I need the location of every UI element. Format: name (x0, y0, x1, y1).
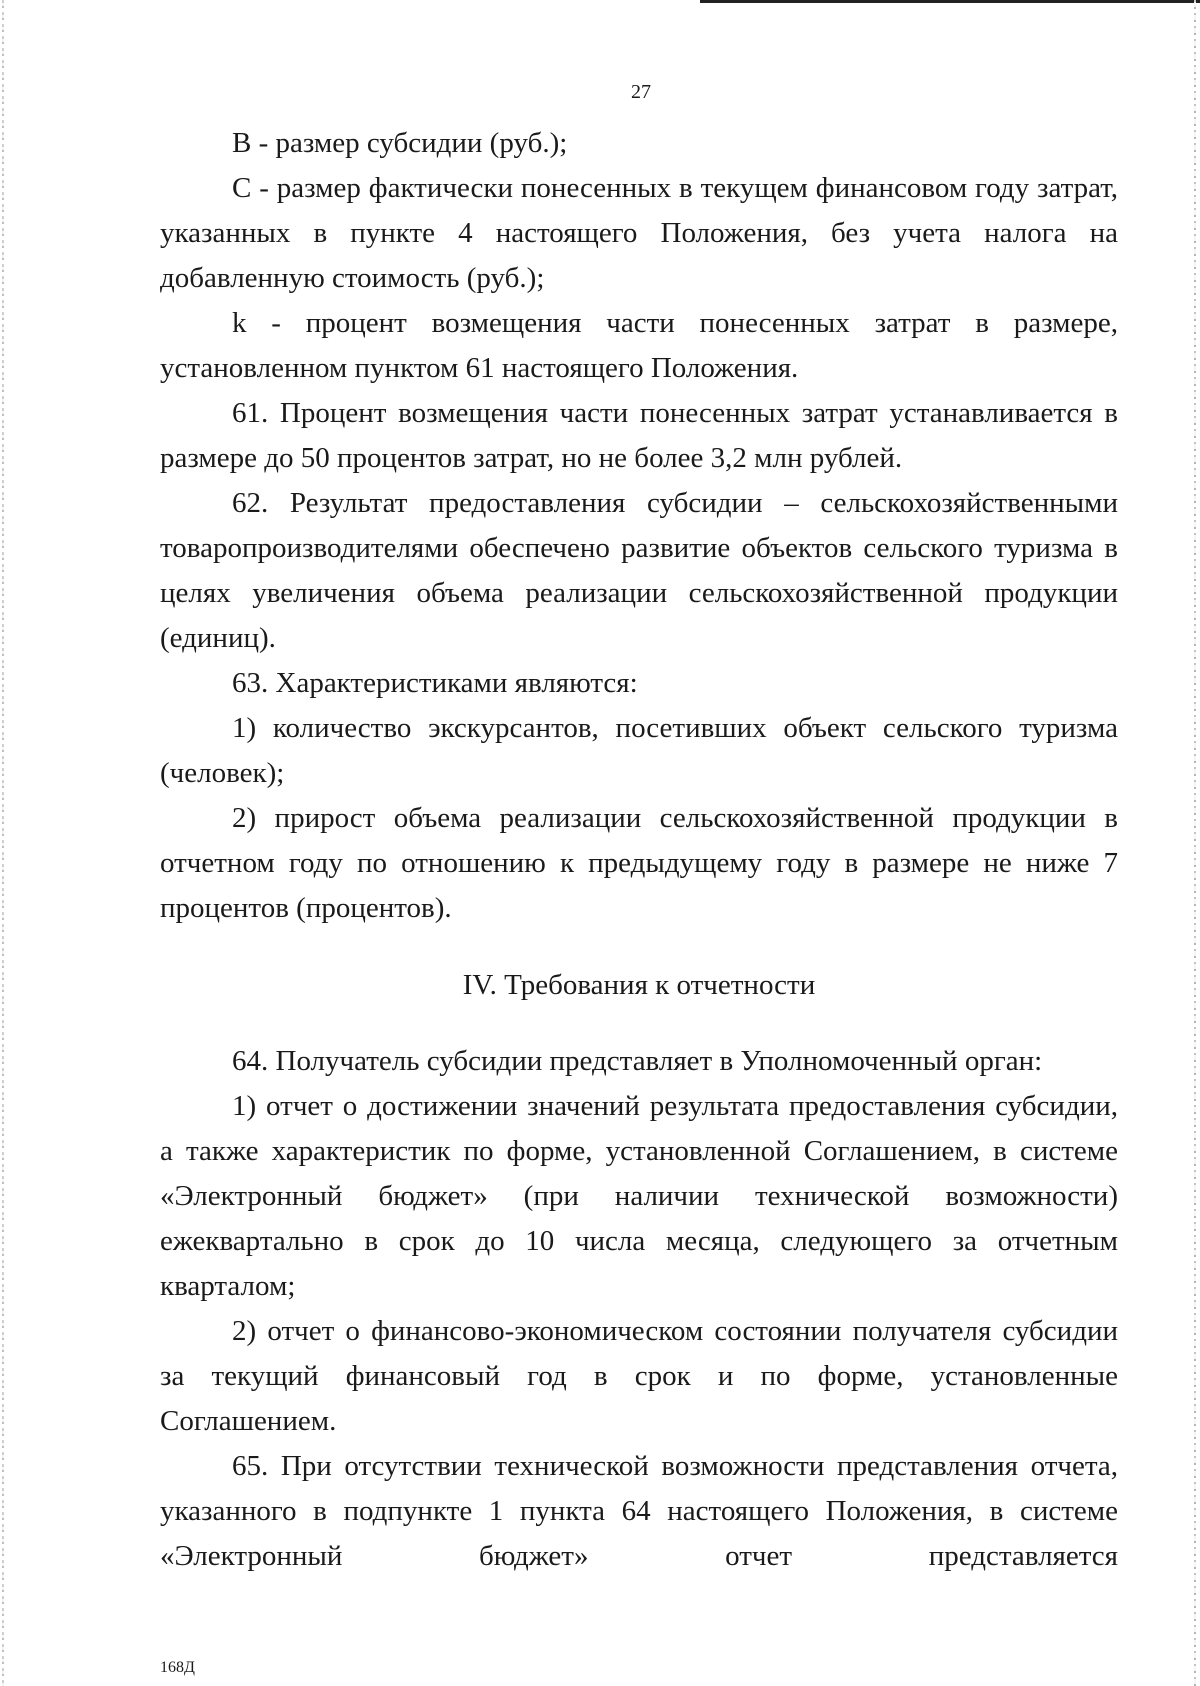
paragraph-64: 64. Получатель субсидии представляет в Уполномоченный орган: (232, 1045, 1043, 1077)
paragraph-61: 61. Процент возмещения части понесенных затрат устанавливается в размере до 50 процентов затрат, но не более 3,2 млн рублей. (160, 397, 1118, 474)
paragraph-62: 62. Результат предоставления субсидии – сельскохозяйственными товаропроизводителями обеспечено развитие объектов сельского туризма в целях увеличения объема реализации сельскохозяйственной продукции (единиц). (160, 487, 1118, 654)
paragraph-b-definition: В - размер субсидии (руб.); (232, 127, 568, 159)
section-heading: IV. Требования к отчетности (462, 969, 816, 1001)
paragraph-64-item-1: 1) отчет о достижении значений результата предоставления субсидии, а также характеристик по форме, установленной Соглашением, в системе «Электронный бюджет» (при наличии технической возможности) ежеквартально в срок до 10 числа месяца, следующего за отчетным кварталом; (160, 1090, 1118, 1302)
scan-right-edge (1194, 0, 1196, 1686)
scan-top-edge (700, 0, 1200, 3)
paragraph-63-item-1: 1) количество экскурсантов, посетивших объект сельского туризма (человек); (160, 712, 1118, 789)
paragraph-c-definition: С - размер фактически понесенных в текущем финансовом году затрат, указанных в пункте 4 настоящего Положения, без учета налога на добавленную стоимость (руб.); (160, 172, 1118, 294)
document-body (160, 121, 1118, 1579)
paragraph-k-definition: k - процент возмещения части понесенных затрат в размере, установленном пунктом 61 настоящего Положения. (160, 307, 1118, 384)
page-number: 27 (631, 81, 651, 103)
paragraph-64-item-2: 2) отчет о финансово-экономическом состоянии получателя субсидии за текущий финансовый год в срок и по форме, установленные Соглашением. (160, 1315, 1118, 1437)
scan-left-edge (2, 0, 4, 1686)
footer-code: 168Д (160, 1659, 195, 1676)
paragraph-65: 65. При отсутствии технической возможности представления отчета, указанного в подпункте 1 пункта 64 настоящего Положения, в системе «Электронный бюджет» отчет представляется (160, 1450, 1118, 1572)
paragraph-63-item-2: 2) прирост объема реализации сельскохозяйственной продукции в отчетном году по отношению к предыдущему году в размере не ниже 7 процентов (процентов). (160, 802, 1118, 924)
paragraph-63: 63. Характеристиками являются: (232, 667, 638, 699)
